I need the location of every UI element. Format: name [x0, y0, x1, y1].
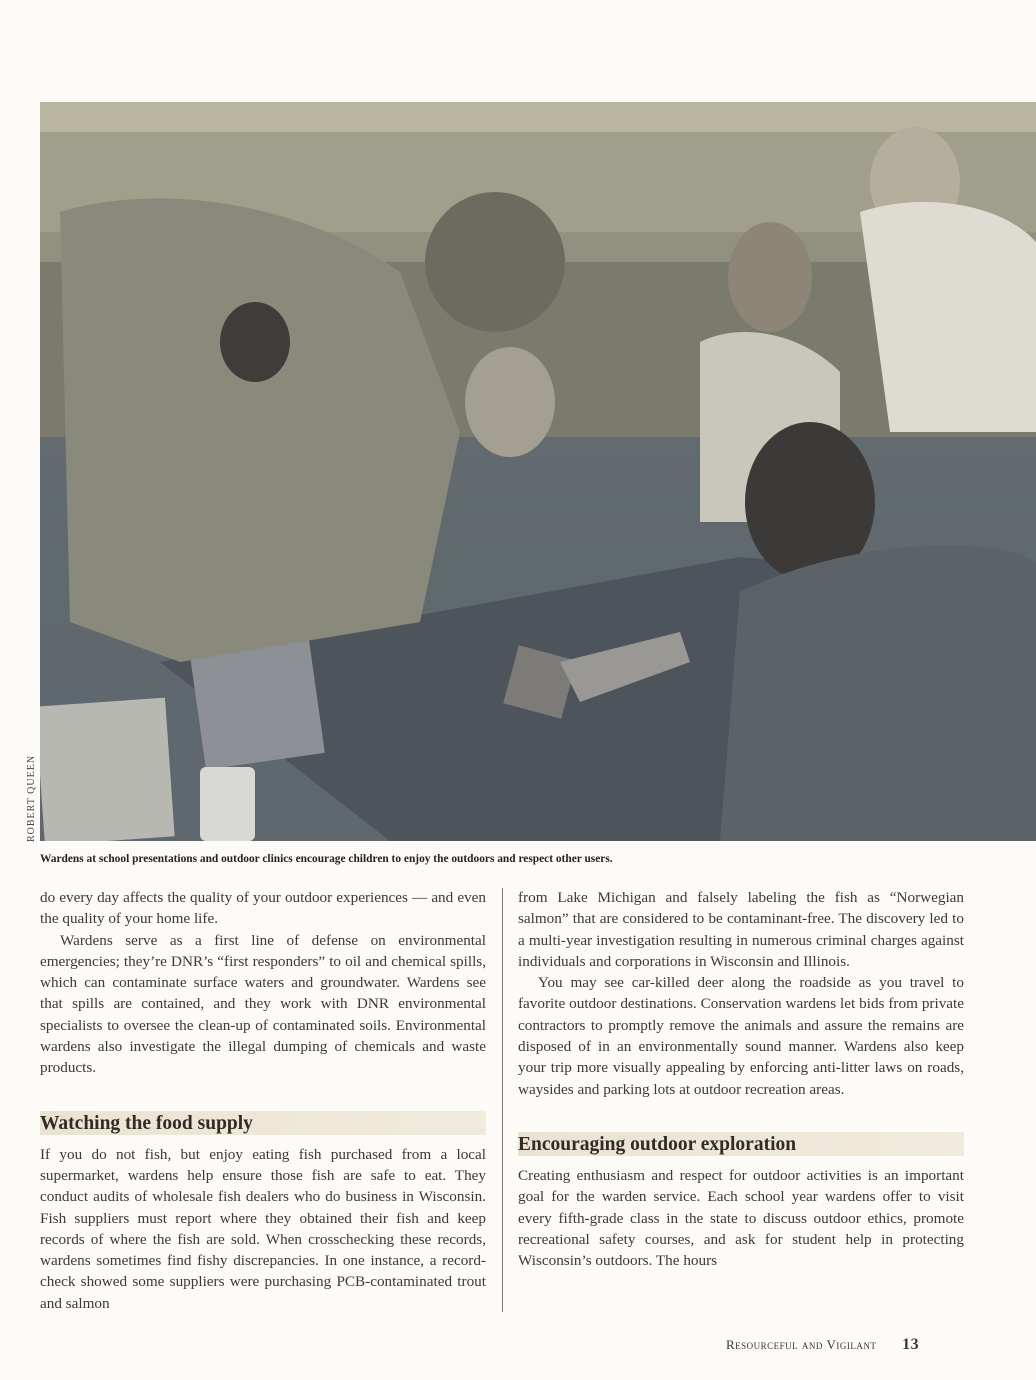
section-heading-outdoor-exploration: Encouraging outdoor exploration	[518, 1132, 964, 1156]
page-footer	[726, 1336, 919, 1354]
right-paragraph-2: You may see car-killed deer along the roadside as you travel to favorite outdoor destinations. Conservation wardens let bids from private contractors to promptly remove the animals and assure the remains are disposed of in an environmentally sound manner. Wardens also keep your trip more visually appealing by enforcing anti-litter laws on roads, waysides and parking lots at outdoor recreation areas.	[518, 974, 964, 1098]
left-paragraph-1: do every day affects the quality of your outdoor experiences — and even the quality of your home life.	[40, 889, 486, 928]
right-paragraph-1: from Lake Michigan and falsely labeling the fish as “Norwegian salmon” that are considered to be contaminant-free. The discovery led to a multi-year investigation resulting in numerous criminal charges against individuals and corporations in Wisconsin and Illinois.	[518, 889, 964, 970]
column-divider	[502, 888, 503, 1312]
right-column	[518, 887, 964, 1271]
left-paragraph-2: Wardens serve as a first line of defense on environmental emergencies; they’re DNR’s “first responders” to oil and chemical spills, which can contaminate surface waters and groundwater. Wardens see that spills are contained, and they work with DNR environmental specialists to oversee the clean-up of contaminated soils. Environmental wardens also investigate the illegal dumping of chemicals and waste products.	[40, 931, 486, 1077]
right-paragraph-3: Creating enthusiasm and respect for outdoor activities is an important goal for the warden service. Each school year wardens offer to visit every fifth-grade class in the state to discuss outdoor ethics, promote recreational safety courses, and ask for student help in protecting Wisconsin’s outdoors. The hours	[518, 1166, 964, 1270]
left-paragraph-3: If you do not fish, but enjoy eating fish purchased from a local supermarket, wardens help ensure those fish are safe to eat. They conduct audits of wholesale fish dealers who do business in Wisconsin. Fish suppliers must report where they obtained their fish and keep records of where the fish are sold. When crosschecking these records, wardens sometimes find fishy discrepancies. In one instance, a record-check showed some suppliers were purchasing PCB-contaminated trout and salmon	[40, 1145, 486, 1312]
photo-caption: Wardens at school presentations and outdoor clinics encourage children to enjoy the outdoors and respect other users.	[40, 853, 613, 865]
left-column	[40, 887, 486, 1314]
page-number: 13	[902, 1336, 920, 1353]
running-title: Resourceful and Vigilant	[726, 1337, 877, 1352]
photo-credit: ROBERT QUEEN	[26, 754, 37, 842]
photo-warden-with-children	[40, 102, 1036, 841]
photo-illustration	[40, 102, 1036, 841]
section-heading-food-supply: Watching the food supply	[40, 1111, 486, 1135]
